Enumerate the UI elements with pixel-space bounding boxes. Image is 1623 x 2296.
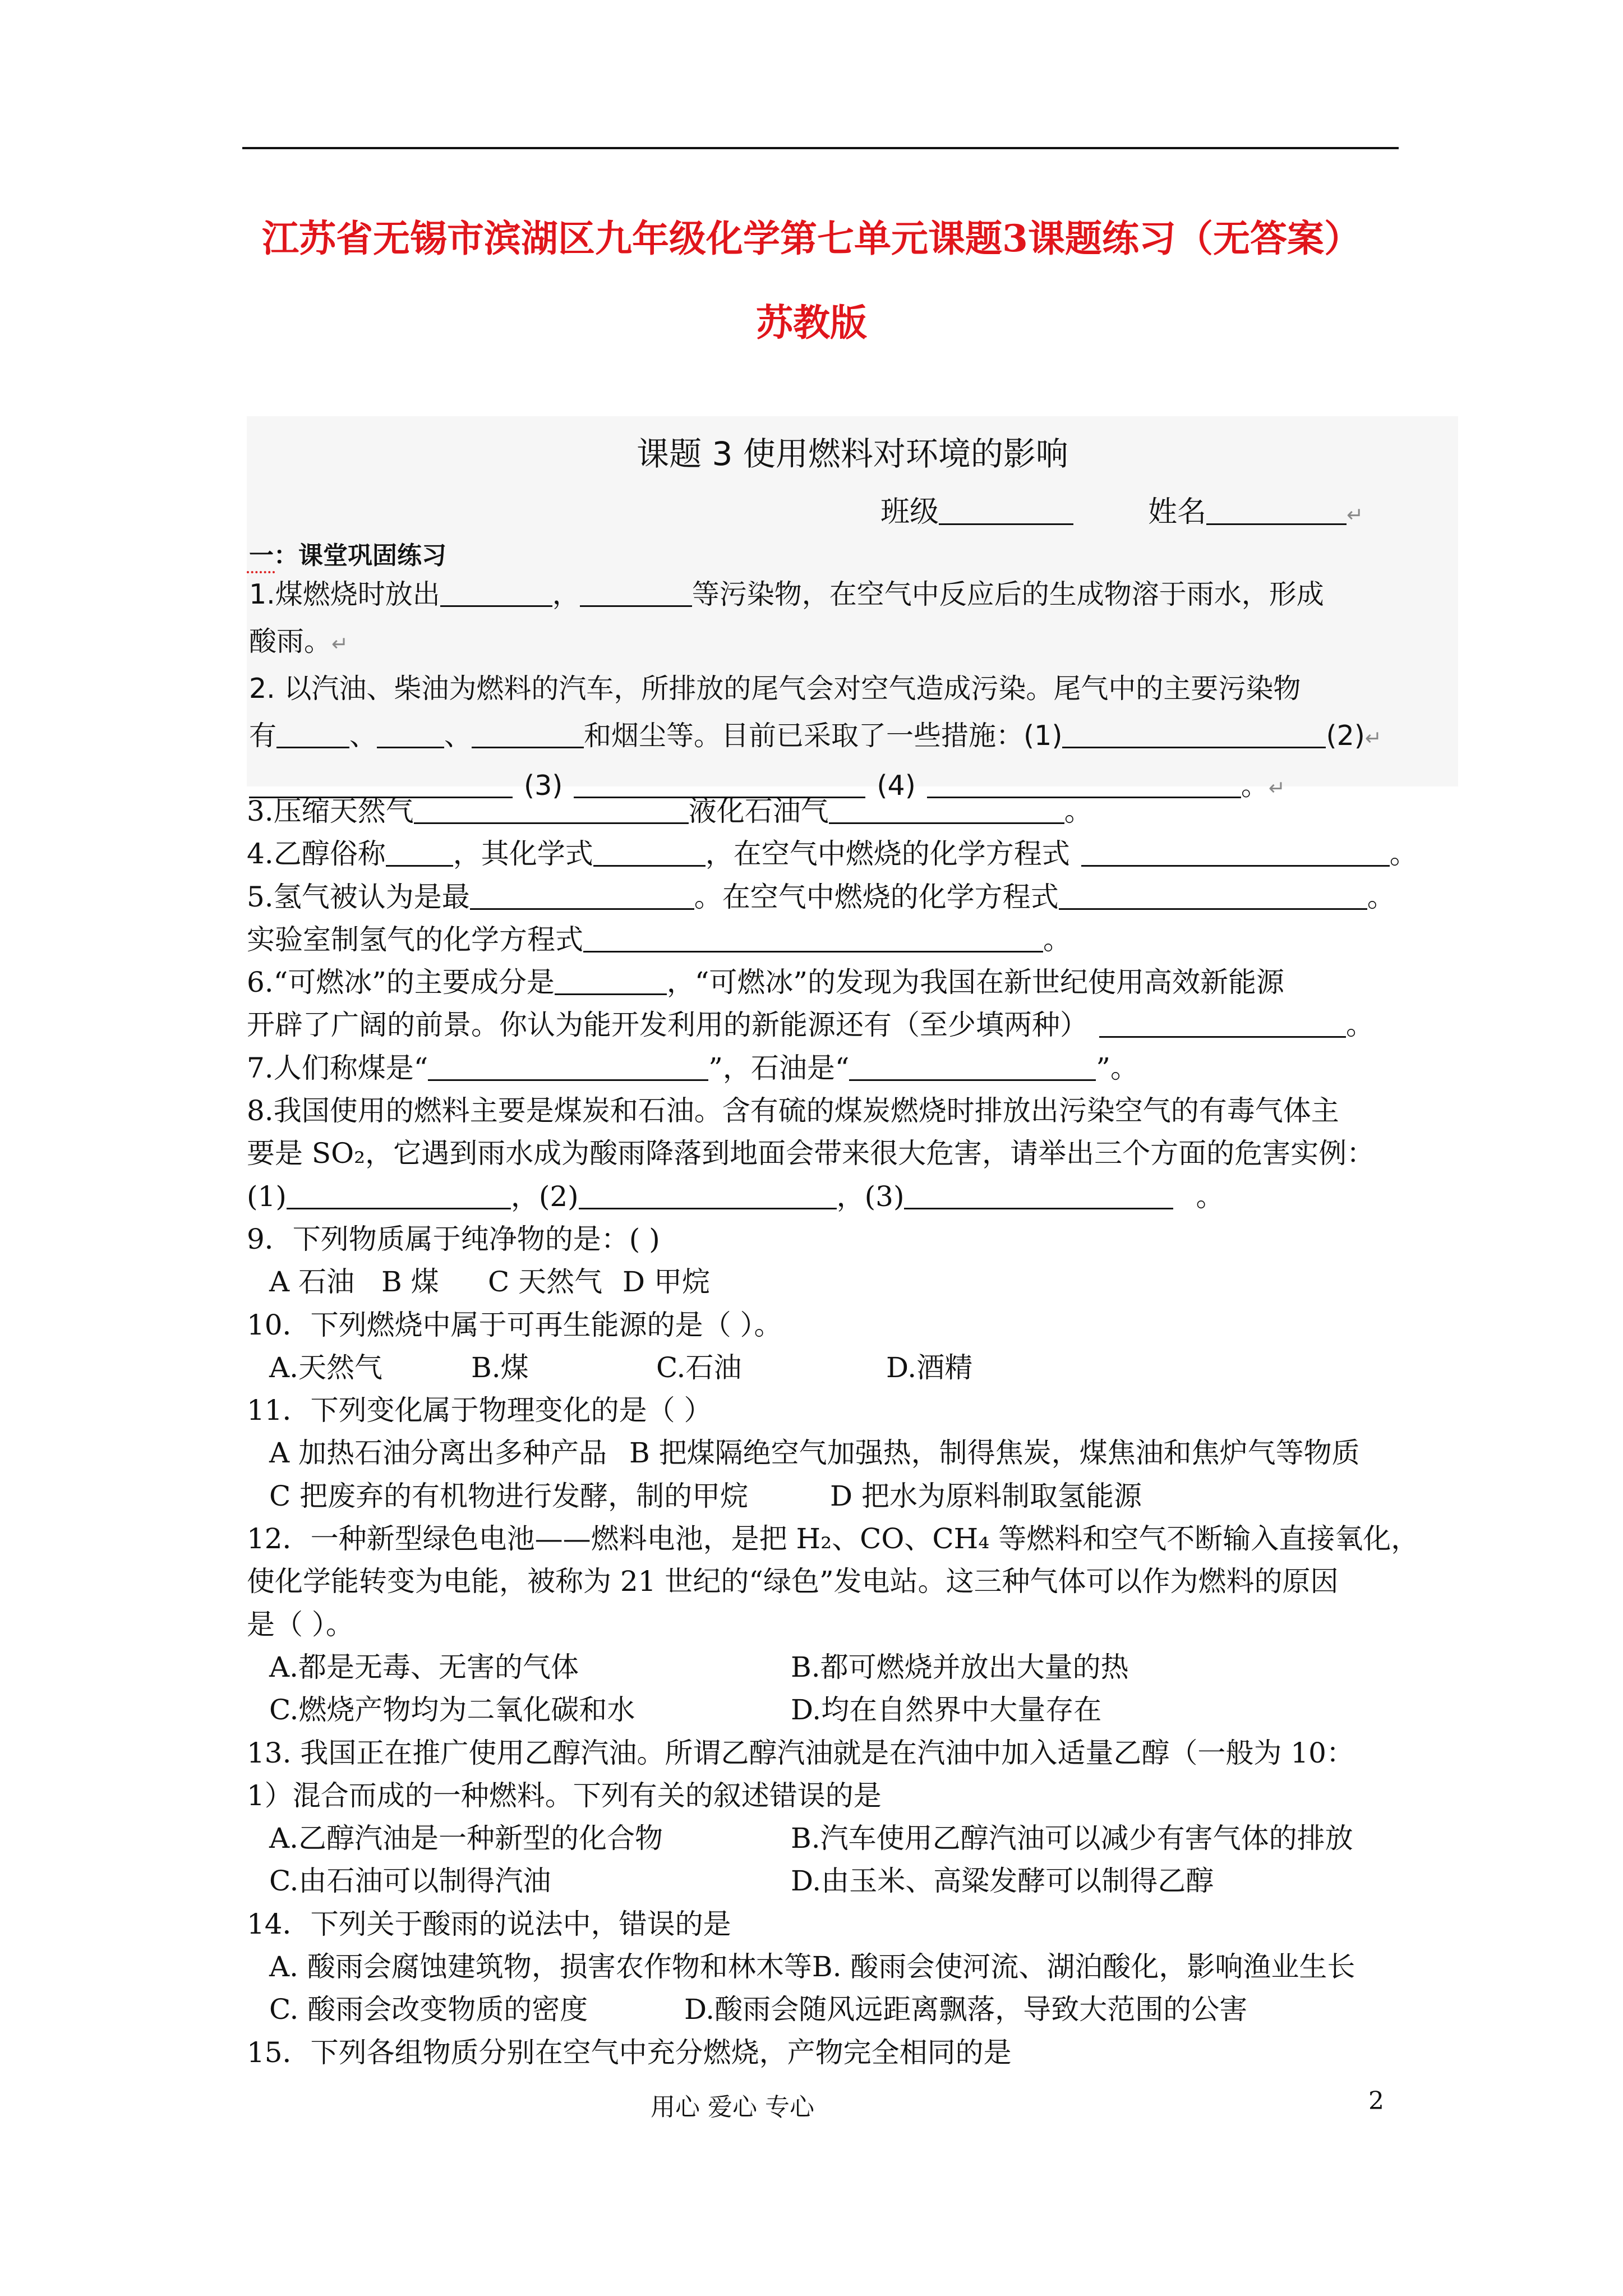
question-7: 7.人们称煤是“ ”，石油是“ ”。 <box>247 1051 1138 1084</box>
question-body: 3.压缩天然气 液化石油气 。 4.乙醇俗称 ，其化学式 ，在空气中燃烧的化学方程式 。 5.氢气被认为是最 。在空气中燃烧的化学方程式 。 实验室制氢气的化学方程式 。 6.“可燃冰”的主要成分是 ，“可燃冰”的发现为我国在新世纪使用高效新能源 开辟了广阔的前景。你认为能开发利用的新能源还有（至少填两种） 。 7.人们称煤是“ ”，石油是“ ”。 8.我国使用的燃料主要是煤炭和石油。含有硫的煤炭燃烧时排放出污染空气的有毒气体主 要是 SO₂，它遇到雨水成为酸雨降落到地面会带来很大危害，请举出三个方面的危害实例： (1) ，(2) ，(3) 。 9．下列物质属于纯净物的是：( ) A 石油 B 煤 C 天然气 D 甲烷 10．下列燃烧中属于可再生能源的是（ ）。 A.天然气 B.煤 C.石油 D.酒精 11．下列变化属于物理变化的是（ ） A 加热石油分离出多种产品 B 把煤隔绝空气加强热，制得焦炭，煤焦油和焦炉气等物质 C 把废弃的有机物进行发酵，制的甲烷 D 把水为原料制取氢能源 12．一种新型绿色电池——燃料电池，是把 H₂、CO、CH₄ 等燃料和空气不断输入直接氧化， 使化学能转变为电能，被称为 21 世纪的“绿色”发电站。这三种气体可以作为燃料的原因 是（ ）。 A.都是无毒、无害的气体 B.都可燃烧并放出大量的热 C.燃烧产物均为二氧化碳和水 D.均在自然界中大量存在 13. 我国正在推广使用乙醇汽油。所谓乙醇汽油就是在汽油中加入适量乙醇（一般为 10： 1）混合而成的一种燃料。下列有关的叙述错误的是 A.乙醇汽油是一种新型的化合物 B.汽车使用乙醇汽油可以减少有害气体的排放 C.由石油可以制得汽油 D.由玉米、高粱发酵可以制得乙醇 14．下列关于酸雨的说法中，错误的是 A. 酸雨会腐蚀建筑物，损害农作物和林木等B. 酸雨会使河流、湖泊酸化，影响渔业生长 C. 酸雨会改变物质的密度 D.酸雨会随风远距离飘落，导致大范围的公害 15．下列各组物质分别在空气中充分燃烧，产物完全相同的是 <box>247 790 1419 2074</box>
lesson-title: 课题 3 使用燃料对环境的影响 <box>637 435 1068 473</box>
question-3: 3.压缩天然气 液化石油气 。 <box>247 795 1092 827</box>
question-13: 13. 我国正在推广使用乙醇汽油。所谓乙醇汽油就是在汽油中加入适量乙醇（一般为 10： <box>247 1736 1354 1769</box>
question-5: 5.氢气被认为是最 。在空气中燃烧的化学方程式 。 <box>247 880 1395 913</box>
question-14: 14．下列关于酸雨的说法中，错误的是 <box>247 1907 731 1940</box>
question-2: 2. 以汽油、柴油为燃料的汽车，所排放的尾气会对空气造成污染。尾气中的主要污染物 有 、 、 和烟尘等。目前已采取了一些措施：(1) (2)↵ (3) (4) 。↵ <box>249 673 1382 802</box>
question-1: 1.煤燃烧时放出 ， 等污染物，在空气中反应后的生成物溶于雨水，形成 酸雨。↵ <box>249 578 1324 657</box>
footer-motto: 用心 爱心 专心 <box>651 2093 814 2122</box>
embedded-worksheet-image <box>247 416 1458 802</box>
document-subtitle: 苏教版 <box>756 301 867 344</box>
question-6: 6.“可燃冰”的主要成分是 ，“可燃冰”的发现为我国在新世纪使用高效新能源 <box>247 966 1284 999</box>
question-11: 11．下列变化属于物理变化的是（ ） <box>247 1394 712 1427</box>
question-9: 9．下列物质属于纯净物的是：( ) <box>247 1222 660 1255</box>
question-10: 10．下列燃烧中属于可再生能源的是（ ）。 <box>247 1308 782 1341</box>
question-15: 15．下列各组物质分别在空气中充分燃烧，产物完全相同的是 <box>247 2036 1012 2069</box>
section-heading: 一：课堂巩固练习 <box>249 541 446 570</box>
question-8: 8.我国使用的燃料主要是煤炭和石油。含有硫的煤炭燃烧时排放出污染空气的有毒气体主 <box>247 1094 1339 1128</box>
document-title: 江苏省无锡市滨湖区九年级化学第七单元课题3课题练习（无答案） <box>262 217 1361 260</box>
class-name-line: 班级 姓名 ↵ <box>880 495 1364 529</box>
question-4: 4.乙醇俗称 ，其化学式 ，在空气中燃烧的化学方程式 。 <box>247 838 1418 871</box>
question-12: 12．一种新型绿色电池——燃料电池，是把 H₂、CO、CH₄ 等燃料和空气不断输入直接氧化， <box>247 1522 1419 1556</box>
header-rule <box>242 147 1399 149</box>
page-number: 2 <box>1368 2087 1384 2115</box>
